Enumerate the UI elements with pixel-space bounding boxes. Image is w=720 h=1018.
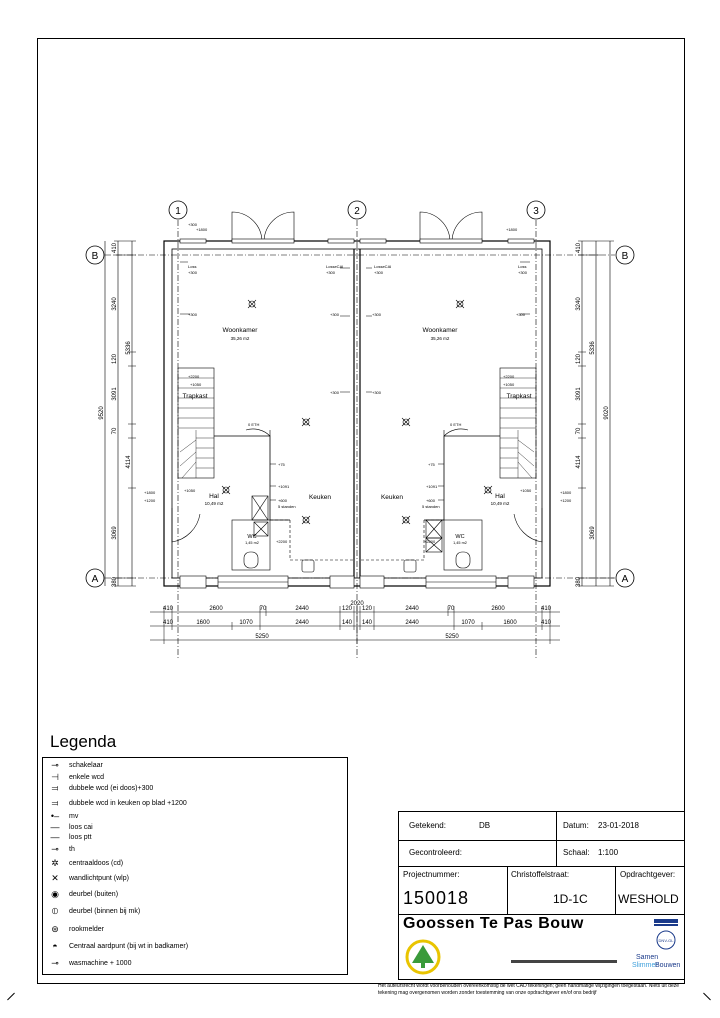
svg-text:4114: 4114 (576, 455, 582, 469)
datum-label: Datum: (563, 821, 589, 830)
svg-text:+1050: +1050 (184, 488, 196, 493)
legend-item: ⊛ rookmelder (47, 924, 104, 935)
svg-text:120: 120 (361, 606, 373, 612)
svg-text:1070: 1070 (461, 620, 475, 626)
door-threshold-right (420, 239, 482, 243)
french-door-right-b (452, 212, 482, 241)
svg-text:5 standen: 5 standen (278, 504, 296, 509)
switch-icon: ⊸ (51, 760, 59, 770)
svg-text:+2200: +2200 (276, 539, 288, 544)
doorbell-inside-icon: ⦶ (51, 906, 59, 916)
svg-text:+1091: +1091 (278, 484, 290, 489)
svg-text:70: 70 (447, 606, 455, 612)
svg-text:+1800: +1800 (196, 227, 208, 232)
svg-text:+2200: +2200 (188, 374, 200, 379)
mv-icon: •– (50, 811, 60, 821)
ground-point-icon: ◓ (52, 941, 58, 951)
svg-text:70: 70 (112, 427, 118, 435)
svg-text:+300: +300 (326, 270, 336, 275)
svg-text:2440: 2440 (405, 620, 419, 626)
svg-text:+300: +300 (330, 390, 340, 395)
projectnummer-label: Projectnummer: (403, 870, 460, 879)
legend-item: ⦶ deurbel (binnen bij mk) (47, 906, 140, 917)
svg-text:+75: +75 (428, 462, 435, 467)
legend-item: ⫤ dubbele wcd in keuken op blad +1200 (47, 798, 187, 809)
legend-item: ⊸ th (47, 844, 75, 855)
svg-text:5250: 5250 (445, 634, 459, 640)
projectnummer-value: 150018 (403, 888, 470, 908)
svg-text:120: 120 (112, 353, 118, 365)
legend-item: •– mv (47, 811, 78, 822)
svg-text:140: 140 (361, 620, 373, 626)
double-socket-icon: ⫤ (51, 783, 59, 793)
svg-text:410: 410 (576, 242, 582, 254)
grid-label-b-left: B (91, 251, 99, 262)
room-woonkamer-right-area: 35,26 m2 (430, 336, 450, 341)
svg-text:2440: 2440 (295, 620, 309, 626)
svg-text:+300: +300 (188, 270, 198, 275)
room-wc-right: WC (455, 534, 465, 540)
brand-logo-icon (405, 939, 441, 975)
central-box-icon: ✲ (51, 858, 59, 868)
svg-text:+600: +600 (426, 498, 436, 503)
svg-text:+300: +300 (330, 312, 340, 317)
th-icon: ⊸ (51, 844, 59, 854)
cai-icon: — (50, 822, 60, 832)
room-hal-right: Hal (495, 493, 505, 500)
single-socket-icon: ⊣ (51, 772, 59, 782)
straat-label: Christoffelstraat: (511, 870, 570, 879)
entrance-door-right (514, 508, 542, 542)
svg-text:3240: 3240 (576, 297, 582, 311)
svg-text:1600: 1600 (196, 620, 210, 626)
legend-title: Legenda (50, 732, 117, 751)
svg-text:+600: +600 (278, 498, 288, 503)
legend-item: ⊸ schakelaar (47, 760, 103, 771)
svg-text:2600: 2600 (209, 606, 223, 612)
svg-text:+1800: +1800 (144, 490, 156, 495)
door-threshold-left (232, 239, 294, 243)
svg-text:+1800: +1800 (560, 490, 572, 495)
grid-label-3: 3 (533, 206, 539, 217)
brand-name: Goossen Te Pas Bouw (403, 915, 584, 932)
grid-label-a-right: A (621, 574, 629, 585)
french-door-left-a (232, 212, 262, 241)
straat-value: 1D-1C (553, 892, 588, 906)
partner-slimmer: Slimmer (632, 962, 658, 969)
outer-wall-outer (164, 241, 550, 586)
partner-samen: Samen (636, 954, 659, 961)
legend-item: — loos cai (47, 822, 93, 833)
svg-text:0 ETH: 0 ETH (450, 422, 462, 427)
legend-item: ⫤ dubbele wcd (ei doos)+300 (47, 783, 153, 794)
room-wc-right-area: 1,45 m2 (453, 541, 467, 545)
legend-item: ◓ Centraal aardpunt (bij wt in badkamer) (47, 941, 188, 952)
grid-label-2: 2 (354, 206, 360, 217)
svg-text:DNV-GL: DNV-GL (658, 938, 674, 943)
legend-item: ⊸ wasmachine + 1000 (47, 958, 131, 969)
svg-text:380: 380 (576, 576, 582, 588)
svg-text:5250: 5250 (255, 634, 269, 640)
svg-text:5 standen: 5 standen (422, 504, 440, 509)
svg-text:+1200: +1200 (144, 498, 156, 503)
room-wc-left-area: 1,45 m2 (245, 541, 259, 545)
legend-item: ✲ centraaldoos (cd) (47, 858, 123, 869)
svg-text:+1091: +1091 (426, 484, 438, 489)
legend-item: — loos ptt (47, 832, 92, 843)
opdrachtgever-value: WESHOLD (618, 892, 679, 906)
svg-text:+1800: +1800 (506, 227, 518, 232)
washer-icon: ⊸ (51, 958, 59, 968)
svg-text:9020: 9020 (604, 406, 610, 420)
french-door-right-a (420, 212, 450, 241)
svg-text:410: 410 (112, 242, 118, 254)
svg-text:0 ETH: 0 ETH (248, 422, 260, 427)
partner-bouwen: Bouwen (655, 962, 681, 969)
svg-text:LosseCAI: LosseCAI (374, 264, 392, 269)
svg-text:+300: +300 (518, 270, 528, 275)
svg-text:3240: 3240 (112, 297, 118, 311)
svg-text:+300: +300 (188, 222, 198, 227)
svg-text:2440: 2440 (405, 606, 419, 612)
svg-text:1600: 1600 (503, 620, 517, 626)
double-socket-kitchen-icon: ⫤ (51, 798, 59, 808)
svg-text:Loss: Loss (188, 264, 197, 269)
svg-text:Loss: Loss (518, 264, 527, 269)
datum-value: 23-01-2018 (598, 821, 639, 830)
room-woonkamer-left: Woonkamer (222, 327, 258, 334)
ptt-icon: — (50, 832, 60, 842)
wc-right (444, 520, 482, 570)
schaal-label: Schaal: (563, 848, 590, 857)
svg-text:3069: 3069 (112, 526, 118, 540)
svg-text:1070: 1070 (239, 620, 253, 626)
svg-text:2020: 2020 (350, 601, 364, 607)
svg-text:+300: +300 (374, 270, 384, 275)
grid-label-b-right: B (621, 251, 629, 262)
french-door-left-b (264, 212, 294, 241)
svg-text:+75: +75 (278, 462, 285, 467)
room-hal-left: Hal (209, 493, 219, 500)
grid-label-a-left: A (91, 574, 99, 585)
gecontroleerd-label: Gecontroleerd: (409, 848, 462, 857)
smoke-detector-icon: ⊛ (51, 924, 59, 934)
svg-text:LosseCAI: LosseCAI (326, 264, 344, 269)
getekend-value: DB (479, 821, 491, 830)
svg-text:120: 120 (341, 606, 353, 612)
svg-text:5336: 5336 (590, 341, 596, 355)
svg-text:410: 410 (162, 606, 174, 612)
room-hal-right-area: 10,49 m2 (490, 501, 510, 506)
svg-text:+300: +300 (372, 390, 382, 395)
room-wc-left: WC (247, 534, 257, 540)
getekend-label: Getekend: (409, 821, 446, 830)
svg-text:+1050: +1050 (190, 382, 202, 387)
room-trapkast-right: Trapkast (506, 393, 532, 400)
svg-text:3069: 3069 (590, 526, 596, 540)
wall-light-icon: ✕ (51, 873, 59, 883)
legend-item: ⊣ enkele wcd (47, 772, 104, 783)
svg-text:+300: +300 (372, 312, 382, 317)
room-keuken-left: Keuken (308, 494, 332, 501)
svg-text:380: 380 (112, 576, 118, 588)
entrance-door-left (172, 508, 200, 542)
room-woonkamer-right: Woonkamer (422, 327, 458, 334)
svg-text:5336: 5336 (126, 341, 132, 355)
svg-text:+1200: +1200 (560, 498, 572, 503)
legend-box (42, 757, 348, 975)
svg-text:410: 410 (540, 606, 552, 612)
doorbell-outside-icon: ◉ (51, 889, 59, 899)
brand-tagline-mark (511, 954, 619, 970)
room-woonkamer-left-area: 35,26 m2 (230, 336, 250, 341)
svg-text:70: 70 (576, 427, 582, 435)
svg-text:9520: 9520 (99, 406, 105, 420)
svg-text:+2200: +2200 (503, 374, 515, 379)
schaal-value: 1:100 (598, 848, 619, 857)
legend-item: ✕ wandlichtpunt (wlp) (47, 873, 129, 884)
svg-text:3091: 3091 (112, 387, 118, 401)
title-block (398, 811, 685, 980)
corner-mark-right (703, 993, 711, 1001)
svg-text:410: 410 (540, 620, 552, 626)
dnv-certificate-icon (652, 918, 680, 950)
corner-mark-left (7, 993, 15, 1001)
svg-text:4114: 4114 (126, 455, 132, 469)
svg-text:140: 140 (341, 620, 353, 626)
disclaimer-text: Het auteursrecht wordt voorbehouden overeenkomstig de wet CAD tekeningen; geen handmatige wijzigingen toegestaan. Niets uit deze tekening mag overgenomen worden zonder toestemming van onze opdrachtgever en/of ons bedrijf (378, 983, 680, 996)
svg-text:+1050: +1050 (520, 488, 532, 493)
opdrachtgever-label: Opdrachtgever: (620, 870, 676, 879)
room-hal-left-area: 10,49 m2 (204, 501, 224, 506)
svg-text:410: 410 (162, 620, 174, 626)
svg-text:3091: 3091 (576, 387, 582, 401)
svg-text:120: 120 (576, 353, 582, 365)
svg-text:2440: 2440 (295, 606, 309, 612)
svg-text:70: 70 (259, 606, 267, 612)
legend-item: ◉ deurbel (buiten) (47, 889, 118, 900)
grid-label-1: 1 (175, 206, 181, 217)
svg-text:+300: +300 (516, 312, 526, 317)
svg-text:+300: +300 (188, 312, 198, 317)
wc-left (232, 520, 270, 570)
svg-text:+2200: +2200 (424, 539, 436, 544)
svg-text:+1050: +1050 (503, 382, 515, 387)
svg-text:2600: 2600 (491, 606, 505, 612)
room-keuken-right: Keuken (380, 494, 404, 501)
room-trapkast-left: Trapkast (182, 393, 208, 400)
